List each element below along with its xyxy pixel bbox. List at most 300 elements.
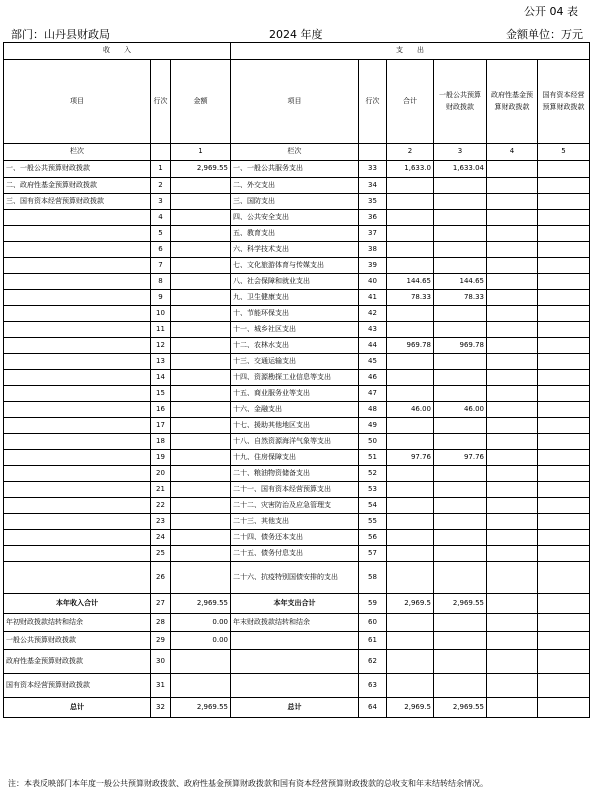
income-item xyxy=(4,402,151,418)
gov-fund-amount xyxy=(487,258,538,274)
income-item xyxy=(4,290,151,306)
general-budget-amount xyxy=(434,514,487,530)
state-capital-amount xyxy=(538,322,590,338)
expense-row-no: 44 xyxy=(359,338,387,354)
income-row-no: 24 xyxy=(151,530,171,546)
income-amount xyxy=(171,562,231,594)
income-amount xyxy=(171,402,231,418)
income-item xyxy=(4,434,151,450)
expense-row-no: 54 xyxy=(359,498,387,514)
table-row xyxy=(4,354,590,370)
total-amount xyxy=(387,226,434,242)
gov-fund-amount xyxy=(487,178,538,194)
table-row xyxy=(4,466,590,482)
expense-item: 十三、交通运输支出 xyxy=(231,354,359,370)
total-amount: 1,633.0 xyxy=(387,161,434,178)
income-amount: 0.00 xyxy=(171,632,231,650)
table-row xyxy=(4,386,590,402)
income-amount xyxy=(171,210,231,226)
income-amount xyxy=(171,290,231,306)
income-row-no: 2 xyxy=(151,178,171,194)
total-amount xyxy=(387,434,434,450)
gov-fund-amount xyxy=(487,226,538,242)
expense-item: 八、社会保障和就业支出 xyxy=(231,274,359,290)
income-item xyxy=(4,306,151,322)
income-row-no: 29 xyxy=(151,632,171,650)
gov-fund-amount xyxy=(487,322,538,338)
col-index-amount: 1 xyxy=(171,144,231,161)
state-capital-amount xyxy=(538,482,590,498)
col-header-income-item: 项目 xyxy=(4,60,151,144)
expense-row-no: 47 xyxy=(359,386,387,402)
col-header-income-row-no: 行次 xyxy=(151,60,171,144)
state-capital-amount xyxy=(538,194,590,210)
gov-fund-amount xyxy=(487,698,538,718)
expense-row-no: 52 xyxy=(359,466,387,482)
gov-fund-amount xyxy=(487,482,538,498)
total-amount xyxy=(387,498,434,514)
income-item xyxy=(4,498,151,514)
income-item: 本年收入合计 xyxy=(4,594,151,614)
general-budget-amount: 2,969.55 xyxy=(434,698,487,718)
income-row-no: 14 xyxy=(151,370,171,386)
expense-row-no: 61 xyxy=(359,632,387,650)
table-row xyxy=(4,161,590,178)
total-amount: 78.33 xyxy=(387,290,434,306)
total-amount xyxy=(387,370,434,386)
general-budget-amount xyxy=(434,546,487,562)
income-item xyxy=(4,370,151,386)
general-budget-amount xyxy=(434,530,487,546)
gov-fund-amount xyxy=(487,650,538,674)
col-index-empty xyxy=(359,144,387,161)
total-amount xyxy=(387,306,434,322)
income-amount: 0.00 xyxy=(171,614,231,632)
state-capital-amount xyxy=(538,178,590,194)
state-capital-amount xyxy=(538,354,590,370)
income-row-no: 1 xyxy=(151,161,171,178)
income-amount xyxy=(171,322,231,338)
state-capital-amount xyxy=(538,514,590,530)
state-capital-amount xyxy=(538,386,590,402)
income-item xyxy=(4,226,151,242)
table-row xyxy=(4,306,590,322)
gov-fund-amount xyxy=(487,530,538,546)
report-header xyxy=(3,24,589,42)
gov-fund-amount xyxy=(487,594,538,614)
state-capital-amount xyxy=(538,530,590,546)
income-amount xyxy=(171,450,231,466)
expense-row-no: 33 xyxy=(359,161,387,178)
income-item xyxy=(4,274,151,290)
income-item xyxy=(4,546,151,562)
income-item xyxy=(4,530,151,546)
income-item xyxy=(4,450,151,466)
general-budget-amount xyxy=(434,498,487,514)
expense-row-no: 42 xyxy=(359,306,387,322)
income-amount xyxy=(171,178,231,194)
income-item xyxy=(4,354,151,370)
income-amount xyxy=(171,674,231,698)
state-capital-amount xyxy=(538,632,590,650)
summary-row xyxy=(4,674,590,698)
gov-fund-amount xyxy=(487,402,538,418)
state-capital-amount xyxy=(538,614,590,632)
state-capital-amount xyxy=(538,698,590,718)
income-item: 二、政府性基金预算财政拨款 xyxy=(4,178,151,194)
state-capital-amount xyxy=(538,258,590,274)
income-item: 三、国有资本经营预算财政拨款 xyxy=(4,194,151,210)
expense-row-no: 49 xyxy=(359,418,387,434)
income-amount xyxy=(171,482,231,498)
income-item: 年初财政拨款结转和结余 xyxy=(4,614,151,632)
table-row xyxy=(4,194,590,210)
gov-fund-amount xyxy=(487,514,538,530)
income-row-no: 22 xyxy=(151,498,171,514)
income-row-no: 32 xyxy=(151,698,171,718)
expense-item: 七、文化旅游体育与传媒支出 xyxy=(231,258,359,274)
column-index-row xyxy=(4,144,590,161)
expense-item: 九、卫生健康支出 xyxy=(231,290,359,306)
general-budget-amount xyxy=(434,306,487,322)
expense-item: 十、节能环保支出 xyxy=(231,306,359,322)
income-item xyxy=(4,466,151,482)
income-item xyxy=(4,386,151,402)
income-amount: 2,969.55 xyxy=(171,161,231,178)
income-amount xyxy=(171,386,231,402)
gov-fund-amount xyxy=(487,562,538,594)
expense-item: 十一、城乡社区支出 xyxy=(231,322,359,338)
table-row xyxy=(4,418,590,434)
general-budget-amount xyxy=(434,258,487,274)
income-row-no: 10 xyxy=(151,306,171,322)
total-amount xyxy=(387,210,434,226)
general-budget-amount: 46.00 xyxy=(434,402,487,418)
department-label: 部门：山丹县财政局 xyxy=(11,28,110,41)
year-label: 2024 年度 xyxy=(269,28,323,41)
expense-row-no: 38 xyxy=(359,242,387,258)
table-row xyxy=(4,258,590,274)
col-index-label: 栏次 xyxy=(4,144,151,161)
general-budget-amount: 1,633.04 xyxy=(434,161,487,178)
table-row xyxy=(4,178,590,194)
col-header-expense-item: 项目 xyxy=(231,60,359,144)
expense-item xyxy=(231,650,359,674)
total-amount xyxy=(387,674,434,698)
income-row-no: 28 xyxy=(151,614,171,632)
expense-row-no: 37 xyxy=(359,226,387,242)
income-amount xyxy=(171,650,231,674)
income-amount xyxy=(171,418,231,434)
table-row xyxy=(4,402,590,418)
state-capital-amount xyxy=(538,498,590,514)
state-capital-amount xyxy=(538,402,590,418)
income-row-no: 23 xyxy=(151,514,171,530)
expense-row-no: 45 xyxy=(359,354,387,370)
table-row xyxy=(4,322,590,338)
income-amount xyxy=(171,530,231,546)
gov-fund-amount xyxy=(487,674,538,698)
expense-row-no: 59 xyxy=(359,594,387,614)
table-row xyxy=(4,514,590,530)
table-row xyxy=(4,274,590,290)
general-budget-amount xyxy=(434,370,487,386)
income-row-no: 20 xyxy=(151,466,171,482)
income-amount xyxy=(171,546,231,562)
expense-row-no: 56 xyxy=(359,530,387,546)
income-item xyxy=(4,562,151,594)
col-header-state-capital: 国有资本经营预算财政拨款 xyxy=(538,60,590,144)
total-amount xyxy=(387,178,434,194)
expense-section-header: 支 出 xyxy=(231,43,590,60)
col-index-general: 3 xyxy=(434,144,487,161)
general-budget-amount xyxy=(434,210,487,226)
expense-item: 十七、援助其他地区支出 xyxy=(231,418,359,434)
section-header-row xyxy=(4,43,590,60)
income-row-no: 6 xyxy=(151,242,171,258)
state-capital-amount xyxy=(538,242,590,258)
expense-row-no: 63 xyxy=(359,674,387,698)
expense-row-no: 43 xyxy=(359,322,387,338)
expense-row-no: 48 xyxy=(359,402,387,418)
expense-item: 二、外交支出 xyxy=(231,178,359,194)
income-item: 一般公共预算财政拨款 xyxy=(4,632,151,650)
form-number: 公开 04 表 xyxy=(524,5,578,18)
income-amount xyxy=(171,258,231,274)
state-capital-amount xyxy=(538,562,590,594)
summary-row xyxy=(4,614,590,632)
expense-item: 十五、商业服务业等支出 xyxy=(231,386,359,402)
total-amount xyxy=(387,562,434,594)
state-capital-amount xyxy=(538,450,590,466)
expense-item: 二十六、抗疫特别国债安排的支出 xyxy=(231,562,359,594)
income-amount xyxy=(171,338,231,354)
income-amount xyxy=(171,370,231,386)
footnote: 注：本表反映部门本年度一般公共预算财政拨款、政府性基金预算财政拨款和国有资本经营预算财政拨款的总收支和年末结转结余情况。 xyxy=(8,779,488,788)
income-item xyxy=(4,514,151,530)
expense-row-no: 60 xyxy=(359,614,387,632)
total-amount xyxy=(387,322,434,338)
income-amount xyxy=(171,194,231,210)
income-item: 政府性基金预算财政拨款 xyxy=(4,650,151,674)
income-row-no: 27 xyxy=(151,594,171,614)
expense-row-no: 46 xyxy=(359,370,387,386)
income-item xyxy=(4,322,151,338)
general-budget-amount: 78.33 xyxy=(434,290,487,306)
total-amount xyxy=(387,530,434,546)
expense-item: 二十四、债务还本支出 xyxy=(231,530,359,546)
expense-row-no: 58 xyxy=(359,562,387,594)
expense-item: 六、科学技术支出 xyxy=(231,242,359,258)
gov-fund-amount xyxy=(487,498,538,514)
state-capital-amount xyxy=(538,161,590,178)
table-row xyxy=(4,546,590,562)
income-row-no: 13 xyxy=(151,354,171,370)
table-row xyxy=(4,226,590,242)
income-item xyxy=(4,242,151,258)
total-amount xyxy=(387,546,434,562)
income-item xyxy=(4,418,151,434)
expense-item xyxy=(231,632,359,650)
total-amount xyxy=(387,386,434,402)
col-header-expense-row-no: 行次 xyxy=(359,60,387,144)
state-capital-amount xyxy=(538,370,590,386)
gov-fund-amount xyxy=(487,418,538,434)
state-capital-amount xyxy=(538,434,590,450)
income-item: 国有资本经营预算财政拨款 xyxy=(4,674,151,698)
gov-fund-amount xyxy=(487,161,538,178)
table-row xyxy=(4,562,590,594)
table-row xyxy=(4,242,590,258)
total-amount: 969.78 xyxy=(387,338,434,354)
summary-row xyxy=(4,594,590,614)
income-amount xyxy=(171,498,231,514)
income-item: 总计 xyxy=(4,698,151,718)
expense-item: 十八、自然资源海洋气象等支出 xyxy=(231,434,359,450)
total-amount xyxy=(387,258,434,274)
total-amount: 46.00 xyxy=(387,402,434,418)
state-capital-amount xyxy=(538,418,590,434)
expense-item xyxy=(231,674,359,698)
income-row-no: 16 xyxy=(151,402,171,418)
expense-row-no: 40 xyxy=(359,274,387,290)
col-index-total: 2 xyxy=(387,144,434,161)
expense-row-no: 51 xyxy=(359,450,387,466)
gov-fund-amount xyxy=(487,466,538,482)
state-capital-amount xyxy=(538,466,590,482)
general-budget-amount: 969.78 xyxy=(434,338,487,354)
expense-item: 十四、资源勘探工业信息等支出 xyxy=(231,370,359,386)
table-row xyxy=(4,370,590,386)
income-amount xyxy=(171,434,231,450)
total-amount: 144.65 xyxy=(387,274,434,290)
total-amount: 97.76 xyxy=(387,450,434,466)
gov-fund-amount xyxy=(487,354,538,370)
state-capital-amount xyxy=(538,290,590,306)
expense-item: 二十二、灾害防治及应急管理支 xyxy=(231,498,359,514)
col-header-general-budget: 一般公共预算财政拨款 xyxy=(434,60,487,144)
income-amount: 2,969.55 xyxy=(171,594,231,614)
income-item xyxy=(4,482,151,498)
gov-fund-amount xyxy=(487,434,538,450)
income-row-no: 5 xyxy=(151,226,171,242)
table-row xyxy=(4,290,590,306)
unit-label: 金额单位：万元 xyxy=(506,28,583,41)
general-budget-amount xyxy=(434,178,487,194)
general-budget-amount xyxy=(434,354,487,370)
gov-fund-amount xyxy=(487,338,538,354)
col-header-gov-fund: 政府性基金预算财政拨款 xyxy=(487,60,538,144)
total-amount xyxy=(387,650,434,674)
income-row-no: 21 xyxy=(151,482,171,498)
general-budget-amount: 97.76 xyxy=(434,450,487,466)
table-row xyxy=(4,434,590,450)
gov-fund-amount xyxy=(487,194,538,210)
general-budget-amount xyxy=(434,614,487,632)
income-row-no: 18 xyxy=(151,434,171,450)
expense-item: 二十一、国有资本经营预算支出 xyxy=(231,482,359,498)
gov-fund-amount xyxy=(487,386,538,402)
income-item xyxy=(4,258,151,274)
table-row xyxy=(4,498,590,514)
general-budget-amount xyxy=(434,674,487,698)
general-budget-amount xyxy=(434,650,487,674)
income-row-no: 12 xyxy=(151,338,171,354)
income-item: 一、一般公共预算财政拨款 xyxy=(4,161,151,178)
state-capital-amount xyxy=(538,226,590,242)
gov-fund-amount xyxy=(487,370,538,386)
gov-fund-amount xyxy=(487,614,538,632)
expense-item: 一、一般公共服务支出 xyxy=(231,161,359,178)
income-row-no: 25 xyxy=(151,546,171,562)
expense-item: 年末财政拨款结转和结余 xyxy=(231,614,359,632)
expense-row-no: 36 xyxy=(359,210,387,226)
general-budget-amount xyxy=(434,482,487,498)
expense-row-no: 41 xyxy=(359,290,387,306)
income-row-no: 17 xyxy=(151,418,171,434)
general-budget-amount xyxy=(434,466,487,482)
income-row-no: 7 xyxy=(151,258,171,274)
gov-fund-amount xyxy=(487,274,538,290)
income-amount xyxy=(171,466,231,482)
total-amount xyxy=(387,354,434,370)
general-budget-amount xyxy=(434,418,487,434)
gov-fund-amount xyxy=(487,290,538,306)
expense-item: 二十三、其他支出 xyxy=(231,514,359,530)
expense-item: 四、公共安全支出 xyxy=(231,210,359,226)
income-section-header: 收 入 xyxy=(4,43,231,60)
expense-row-no: 50 xyxy=(359,434,387,450)
income-amount xyxy=(171,354,231,370)
expense-item: 总计 xyxy=(231,698,359,718)
table-row xyxy=(4,482,590,498)
expense-item: 十二、农林水支出 xyxy=(231,338,359,354)
income-amount: 2,969.55 xyxy=(171,698,231,718)
total-amount xyxy=(387,194,434,210)
state-capital-amount xyxy=(538,594,590,614)
table-row xyxy=(4,450,590,466)
total-amount xyxy=(387,482,434,498)
state-capital-amount xyxy=(538,674,590,698)
income-row-no: 8 xyxy=(151,274,171,290)
general-budget-amount xyxy=(434,632,487,650)
income-row-no: 11 xyxy=(151,322,171,338)
col-header-amount: 金额 xyxy=(171,60,231,144)
general-budget-amount xyxy=(434,322,487,338)
general-budget-amount xyxy=(434,562,487,594)
summary-row xyxy=(4,650,590,674)
col-header-total: 合计 xyxy=(387,60,434,144)
general-budget-amount: 144.65 xyxy=(434,274,487,290)
total-amount xyxy=(387,466,434,482)
income-row-no: 19 xyxy=(151,450,171,466)
income-amount xyxy=(171,274,231,290)
gov-fund-amount xyxy=(487,210,538,226)
table-row xyxy=(4,338,590,354)
gov-fund-amount xyxy=(487,242,538,258)
income-item xyxy=(4,338,151,354)
state-capital-amount xyxy=(538,546,590,562)
expense-row-no: 62 xyxy=(359,650,387,674)
income-row-no: 30 xyxy=(151,650,171,674)
column-header-row xyxy=(4,60,590,144)
income-row-no: 9 xyxy=(151,290,171,306)
table-row xyxy=(4,210,590,226)
summary-row xyxy=(4,632,590,650)
income-item xyxy=(4,210,151,226)
general-budget-amount xyxy=(434,386,487,402)
expense-row-no: 64 xyxy=(359,698,387,718)
